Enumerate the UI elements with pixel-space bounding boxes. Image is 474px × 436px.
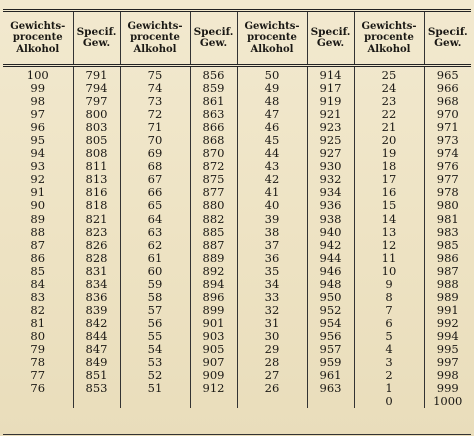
cell-weight-percent: 89: [30, 211, 46, 226]
cell-specific-gravity: 946: [307, 265, 354, 278]
cell-specific-gravity: 989: [424, 291, 471, 304]
table-row: [3, 252, 471, 265]
cell-weight-percent: 17: [354, 173, 424, 186]
cell-specific-gravity: 885: [190, 226, 237, 239]
cell-specific-gravity: 866: [190, 121, 237, 134]
cell-weight-percent: 61: [120, 252, 190, 265]
table-row: [3, 382, 471, 395]
cell-weight-percent: [237, 395, 307, 408]
cell-weight-percent: 73: [120, 95, 190, 108]
table-row: [3, 239, 471, 252]
cell-weight-percent: 94: [30, 146, 46, 161]
cell-weight-percent: 39: [237, 213, 307, 226]
header-weight-percent-alcohol: Gewichts- procente Alkohol: [354, 11, 424, 66]
cell-weight-percent: 29: [237, 343, 307, 356]
cell-weight-percent: 52: [120, 369, 190, 382]
cell-weight-percent: 24: [354, 82, 424, 95]
cell-specific-gravity: 992: [424, 317, 471, 330]
cell-weight-percent: 58: [120, 291, 190, 304]
cell-specific-gravity: 851: [73, 369, 120, 382]
cell-weight-percent: 41: [237, 186, 307, 199]
cell-specific-gravity: 971: [424, 121, 471, 134]
cell-specific-gravity: 974: [424, 147, 471, 160]
cell-specific-gravity: 952: [307, 304, 354, 317]
cell-weight-percent: 59: [120, 278, 190, 291]
header-specific-gravity: Specif. Gew.: [424, 11, 471, 66]
cell-specific-gravity: 957: [307, 343, 354, 356]
cell-weight-percent: 51: [120, 382, 190, 395]
cell-weight-percent: 67: [120, 173, 190, 186]
table-row: [3, 160, 471, 173]
cell-specific-gravity: 826: [73, 239, 120, 252]
header-weight-percent-alcohol: Gewichts- procente Alkohol: [3, 11, 73, 66]
cell-weight-percent: 72: [120, 108, 190, 121]
cell-specific-gravity: 887: [190, 239, 237, 252]
header-specific-gravity: Specif. Gew.: [73, 11, 120, 66]
cell-weight-percent: 69: [120, 147, 190, 160]
cell-weight-percent: 80: [30, 328, 46, 343]
cell-specific-gravity: 932: [307, 173, 354, 186]
cell-specific-gravity: 818: [73, 199, 120, 212]
cell-specific-gravity: 938: [307, 213, 354, 226]
cell-specific-gravity: 880: [190, 199, 237, 212]
cell-specific-gravity: 965: [424, 66, 471, 83]
cell-specific-gravity: 859: [190, 82, 237, 95]
table-body: [3, 66, 471, 409]
cell-specific-gravity: 944: [307, 252, 354, 265]
cell-weight-percent: 85: [30, 263, 46, 278]
cell-specific-gravity: 861: [190, 95, 237, 108]
cell-weight-percent: 82: [30, 302, 46, 317]
cell-weight-percent: 63: [120, 226, 190, 239]
table-row: [3, 199, 471, 212]
cell-weight-percent: 68: [120, 160, 190, 173]
cell-specific-gravity: 914: [307, 66, 354, 83]
cell-specific-gravity: 847: [73, 343, 120, 356]
cell-specific-gravity: 905: [190, 343, 237, 356]
cell-specific-gravity: 997: [424, 356, 471, 369]
cell-weight-percent: 27: [237, 369, 307, 382]
cell-weight-percent: 62: [120, 239, 190, 252]
cell-weight-percent: 19: [354, 147, 424, 160]
cell-weight-percent: 10: [354, 265, 424, 278]
table-row: [3, 395, 471, 408]
cell-weight-percent: 44: [237, 147, 307, 160]
cell-specific-gravity: [307, 395, 354, 408]
cell-specific-gravity: 966: [424, 82, 471, 95]
cell-specific-gravity: 909: [190, 369, 237, 382]
table-row: [3, 95, 471, 108]
table-row: [3, 330, 471, 343]
cell-weight-percent: 96: [30, 120, 46, 135]
cell-weight-percent: 47: [237, 108, 307, 121]
cell-weight-percent: 30: [237, 330, 307, 343]
cell-weight-percent: 20: [354, 134, 424, 147]
cell-specific-gravity: 849: [73, 356, 120, 369]
table-row: [3, 134, 471, 147]
cell-weight-percent: 8: [354, 291, 424, 304]
cell-specific-gravity: [190, 395, 237, 408]
cell-weight-percent: 60: [120, 265, 190, 278]
cell-specific-gravity: 821: [73, 213, 120, 226]
cell-weight-percent: 77: [30, 368, 46, 383]
cell-weight-percent: 26: [237, 382, 307, 395]
cell-weight-percent: 37: [237, 239, 307, 252]
cell-specific-gravity: 919: [307, 95, 354, 108]
cell-specific-gravity: 899: [190, 304, 237, 317]
cell-specific-gravity: 901: [190, 317, 237, 330]
cell-weight-percent: 71: [120, 121, 190, 134]
cell-weight-percent: 45: [237, 134, 307, 147]
cell-weight-percent: 86: [30, 250, 46, 265]
cell-weight-percent: 100: [26, 68, 49, 83]
cell-weight-percent: [120, 395, 190, 408]
cell-specific-gravity: 808: [73, 147, 120, 160]
cell-specific-gravity: 791: [73, 66, 120, 83]
cell-specific-gravity: 985: [424, 239, 471, 252]
cell-specific-gravity: 934: [307, 186, 354, 199]
cell-specific-gravity: 853: [73, 382, 120, 395]
cell-weight-percent: 57: [120, 304, 190, 317]
cell-specific-gravity: 983: [424, 226, 471, 239]
cell-specific-gravity: 956: [307, 330, 354, 343]
cell-specific-gravity: 923: [307, 121, 354, 134]
cell-weight-percent: 92: [30, 172, 46, 187]
cell-specific-gravity: 882: [190, 213, 237, 226]
cell-specific-gravity: 800: [73, 108, 120, 121]
cell-weight-percent: 88: [30, 224, 46, 239]
cell-specific-gravity: 894: [190, 278, 237, 291]
cell-specific-gravity: 921: [307, 108, 354, 121]
table-row: [3, 317, 471, 330]
cell-weight-percent: 1: [354, 382, 424, 395]
cell-weight-percent: 90: [30, 198, 46, 213]
cell-weight-percent: 54: [120, 343, 190, 356]
table-row: [3, 278, 471, 291]
cell-weight-percent: 87: [30, 237, 46, 252]
cell-specific-gravity: 875: [190, 173, 237, 186]
cell-specific-gravity: 959: [307, 356, 354, 369]
cell-weight-percent: 31: [237, 317, 307, 330]
cell-specific-gravity: 811: [73, 160, 120, 173]
cell-specific-gravity: 968: [424, 95, 471, 108]
cell-specific-gravity: 836: [73, 291, 120, 304]
cell-specific-gravity: 995: [424, 343, 471, 356]
cell-weight-percent: 93: [30, 159, 46, 174]
cell-specific-gravity: 978: [424, 186, 471, 199]
cell-weight-percent: 9: [354, 278, 424, 291]
cell-weight-percent: 42: [237, 173, 307, 186]
cell-specific-gravity: 831: [73, 265, 120, 278]
table-row: [3, 369, 471, 382]
cell-weight-percent: 43: [237, 160, 307, 173]
cell-weight-percent: 53: [120, 356, 190, 369]
table-row: [3, 173, 471, 186]
cell-weight-percent: 2: [354, 369, 424, 382]
cell-weight-percent: 11: [354, 252, 424, 265]
cell-specific-gravity: 892: [190, 265, 237, 278]
cell-weight-percent: 84: [30, 276, 46, 291]
header-weight-percent-alcohol: Gewichts- procente Alkohol: [237, 11, 307, 66]
table-row: [3, 343, 471, 356]
cell-specific-gravity: 994: [424, 330, 471, 343]
cell-weight-percent: 99: [30, 81, 46, 96]
cell-weight-percent: 83: [30, 289, 46, 304]
cell-weight-percent: 56: [120, 317, 190, 330]
cell-weight-percent: 3: [354, 356, 424, 369]
cell-weight-percent: 46: [237, 121, 307, 134]
cell-weight-percent: 79: [30, 342, 46, 356]
cell-weight-percent: 76: [30, 381, 46, 396]
cell-weight-percent: 35: [237, 265, 307, 278]
cell-weight-percent: 4: [354, 343, 424, 356]
cell-specific-gravity: 927: [307, 147, 354, 160]
cell-weight-percent: 5: [354, 330, 424, 343]
table-header-row: [3, 11, 471, 66]
cell-specific-gravity: 872: [190, 160, 237, 173]
cell-specific-gravity: [73, 395, 120, 408]
alcohol-density-table: [3, 9, 471, 408]
cell-weight-percent: 32: [237, 304, 307, 317]
cell-weight-percent: 64: [120, 213, 190, 226]
cell-weight-percent: 21: [354, 121, 424, 134]
cell-specific-gravity: 823: [73, 226, 120, 239]
header-weight-percent-alcohol: Gewichts- procente Alkohol: [120, 11, 190, 66]
cell-specific-gravity: 907: [190, 356, 237, 369]
cell-specific-gravity: 896: [190, 291, 237, 304]
cell-specific-gravity: 870: [190, 147, 237, 160]
bottom-rule: [3, 434, 471, 435]
cell-specific-gravity: 805: [73, 134, 120, 147]
cell-specific-gravity: 813: [73, 173, 120, 186]
cell-specific-gravity: 917: [307, 82, 354, 95]
cell-specific-gravity: 980: [424, 199, 471, 212]
cell-weight-percent: 78: [30, 355, 46, 370]
cell-specific-gravity: 844: [73, 330, 120, 343]
cell-specific-gravity: 842: [73, 317, 120, 330]
cell-specific-gravity: 976: [424, 160, 471, 173]
cell-specific-gravity: 803: [73, 121, 120, 134]
cell-weight-percent: 28: [237, 356, 307, 369]
cell-weight-percent: 81: [30, 315, 46, 330]
cell-specific-gravity: 839: [73, 304, 120, 317]
cell-weight-percent: 23: [354, 95, 424, 108]
table-row: [3, 121, 471, 134]
cell-weight-percent: 97: [30, 107, 46, 122]
cell-specific-gravity: 797: [73, 95, 120, 108]
table-row: [3, 356, 471, 369]
cell-weight-percent: 18: [354, 160, 424, 173]
cell-specific-gravity: 948: [307, 278, 354, 291]
table-row: [3, 213, 471, 226]
table-row: [3, 108, 471, 121]
cell-specific-gravity: 988: [424, 278, 471, 291]
cell-weight-percent: 55: [120, 330, 190, 343]
cell-weight-percent: 33: [237, 291, 307, 304]
cell-specific-gravity: 963: [307, 382, 354, 395]
cell-weight-percent: 14: [354, 213, 424, 226]
cell-weight-percent: 50: [237, 66, 307, 83]
cell-specific-gravity: 977: [424, 173, 471, 186]
cell-specific-gravity: 981: [424, 213, 471, 226]
cell-weight-percent: 36: [237, 252, 307, 265]
cell-specific-gravity: 930: [307, 160, 354, 173]
cell-weight-percent: 74: [120, 82, 190, 95]
cell-weight-percent: 49: [237, 82, 307, 95]
header-specific-gravity: Specif. Gew.: [307, 11, 354, 66]
table-row: [3, 265, 471, 278]
cell-weight-percent: 40: [237, 199, 307, 212]
header-specific-gravity: Specif. Gew.: [190, 11, 237, 66]
cell-specific-gravity: 999: [424, 382, 471, 395]
cell-specific-gravity: 863: [190, 108, 237, 121]
cell-weight-percent: 95: [30, 133, 46, 148]
cell-specific-gravity: 868: [190, 134, 237, 147]
cell-specific-gravity: 877: [190, 186, 237, 199]
cell-weight-percent: 13: [354, 226, 424, 239]
cell-specific-gravity: 903: [190, 330, 237, 343]
cell-specific-gravity: 950: [307, 291, 354, 304]
cell-specific-gravity: 828: [73, 252, 120, 265]
cell-weight-percent: 16: [354, 186, 424, 199]
cell-specific-gravity: 1000: [424, 395, 471, 408]
cell-specific-gravity: 973: [424, 134, 471, 147]
cell-weight-percent: 75: [120, 66, 190, 83]
cell-specific-gravity: 991: [424, 304, 471, 317]
cell-weight-percent: 15: [354, 199, 424, 212]
table-row: [3, 304, 471, 317]
cell-weight-percent: 66: [120, 186, 190, 199]
table-row: [3, 186, 471, 199]
cell-specific-gravity: 834: [73, 278, 120, 291]
cell-weight-percent: 70: [120, 134, 190, 147]
cell-weight-percent: 25: [354, 66, 424, 83]
cell-weight-percent: [3, 395, 73, 408]
cell-specific-gravity: 961: [307, 369, 354, 382]
cell-specific-gravity: 816: [73, 186, 120, 199]
cell-weight-percent: 34: [237, 278, 307, 291]
cell-specific-gravity: 940: [307, 226, 354, 239]
cell-specific-gravity: 954: [307, 317, 354, 330]
table-row: [3, 147, 471, 160]
cell-weight-percent: 48: [237, 95, 307, 108]
table-row: [3, 291, 471, 304]
cell-weight-percent: 7: [354, 304, 424, 317]
cell-weight-percent: 91: [30, 185, 46, 200]
table-row: [3, 82, 471, 95]
cell-weight-percent: 12: [354, 239, 424, 252]
cell-specific-gravity: 986: [424, 252, 471, 265]
cell-specific-gravity: 970: [424, 108, 471, 121]
cell-specific-gravity: 794: [73, 82, 120, 95]
cell-specific-gravity: 925: [307, 134, 354, 147]
cell-weight-percent: 98: [30, 94, 46, 109]
cell-weight-percent: 22: [354, 108, 424, 121]
cell-weight-percent: 38: [237, 226, 307, 239]
cell-weight-percent: 65: [120, 199, 190, 212]
table-row: [3, 226, 471, 239]
cell-specific-gravity: 889: [190, 252, 237, 265]
table-row: [3, 66, 471, 83]
cell-weight-percent: 0: [354, 395, 424, 408]
cell-specific-gravity: 856: [190, 66, 237, 83]
cell-specific-gravity: 998: [424, 369, 471, 382]
cell-specific-gravity: 936: [307, 199, 354, 212]
cell-specific-gravity: 912: [190, 382, 237, 395]
cell-weight-percent: 6: [354, 317, 424, 330]
cell-specific-gravity: 987: [424, 265, 471, 278]
cell-specific-gravity: 942: [307, 239, 354, 252]
